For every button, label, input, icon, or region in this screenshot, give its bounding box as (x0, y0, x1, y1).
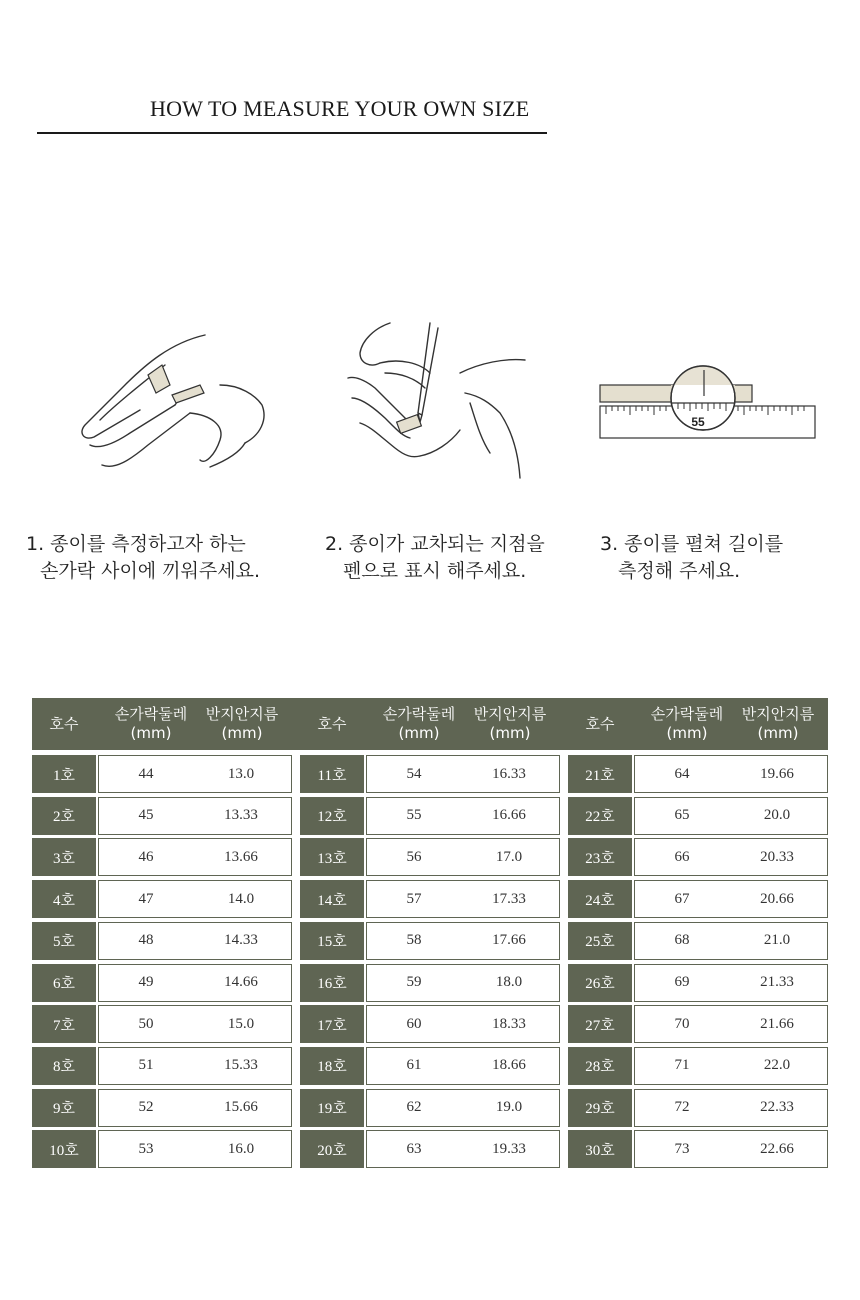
circumference-cell: 48 (138, 932, 154, 949)
circumference-cell: 47 (138, 890, 154, 907)
header-label: 손가락둘레 (114, 705, 188, 723)
circumference-cell: 58 (406, 932, 422, 949)
size-values-box (634, 1047, 828, 1085)
header-size (32, 698, 96, 750)
circumference-cell: 52 (138, 1099, 154, 1116)
table-row (568, 964, 828, 1002)
circumference-cell: 46 (138, 848, 154, 865)
header-label: 손가락둘레 (382, 705, 456, 723)
size-values-box (634, 1130, 828, 1168)
size-number-cell: 30호 (568, 1130, 632, 1168)
diameter-cell: 21.66 (760, 1015, 794, 1032)
header-circumference (102, 698, 200, 750)
circumference-cell: 64 (674, 765, 690, 782)
diameter-cell: 17.0 (495, 848, 523, 865)
table-row (568, 1047, 828, 1085)
table-row (568, 797, 828, 835)
size-number-cell: 29호 (568, 1089, 632, 1127)
size-number-cell: 16호 (300, 964, 364, 1002)
diameter-cell: 18.0 (495, 974, 523, 990)
circumference-cell: 70 (674, 1015, 690, 1032)
size-number-cell: 1호 (32, 755, 96, 793)
table-row (32, 964, 292, 1002)
size-values-box (98, 880, 292, 918)
table-row (32, 1005, 292, 1043)
table-row (300, 1089, 560, 1127)
diameter-cell: 19.66 (760, 765, 794, 782)
table-row (32, 922, 292, 960)
title-underline (37, 132, 547, 134)
size-number-cell: 24호 (568, 880, 632, 918)
table-row (32, 797, 292, 835)
circumference-cell: 45 (138, 807, 154, 824)
circumference-cell: 54 (406, 765, 422, 782)
size-values-box (98, 1130, 292, 1168)
size-number-cell: 22호 (568, 797, 632, 835)
step-3-line1: 3. 종이를 펼쳐 길이를 (600, 533, 784, 555)
table-row (32, 1089, 292, 1127)
diameter-cell: 19.0 (495, 1099, 523, 1116)
circumference-cell: 59 (406, 974, 422, 990)
size-values-box (98, 922, 292, 960)
size-number-cell: 11호 (300, 755, 364, 793)
size-number-cell: 15호 (300, 922, 364, 960)
circumference-cell: 49 (138, 974, 154, 990)
table-row (32, 755, 292, 793)
size-number-cell: 9호 (32, 1089, 96, 1127)
table-row (568, 1005, 828, 1043)
circumference-cell: 68 (674, 932, 690, 949)
circumference-cell: 44 (138, 765, 154, 782)
size-values-box (98, 1005, 292, 1043)
diameter-cell: 15.66 (224, 1099, 258, 1116)
table-row (32, 1130, 292, 1168)
size-values-box (634, 964, 828, 1002)
size-values-box (98, 797, 292, 835)
diameter-cell: 20.66 (760, 890, 794, 907)
size-values-box (634, 838, 828, 876)
size-number-cell: 19호 (300, 1089, 364, 1127)
header-label: (mm) (398, 724, 440, 742)
header-label: (mm) (489, 724, 531, 742)
diameter-cell: 21.33 (760, 974, 794, 990)
size-values-box (366, 1130, 560, 1168)
diameter-cell: 21.0 (763, 932, 791, 949)
size-values-box (366, 838, 560, 876)
table-row (300, 838, 560, 876)
step-1-caption (26, 531, 260, 585)
circumference-cell: 71 (674, 1057, 690, 1074)
size-number-cell: 18호 (300, 1047, 364, 1085)
table-row (300, 964, 560, 1002)
ruler-measure-illustration (598, 360, 818, 442)
header-label: 반지안지름 (741, 705, 815, 723)
size-values-box (366, 755, 560, 793)
diameter-cell: 22.0 (763, 1057, 791, 1074)
circumference-cell: 51 (138, 1057, 154, 1074)
size-values-box (366, 1089, 560, 1127)
header-diameter (730, 698, 826, 750)
circumference-cell: 55 (406, 807, 422, 824)
step-2-line2: 펜으로 표시 해주세요. (343, 560, 527, 582)
diameter-cell: 19.33 (492, 1140, 526, 1157)
table-row (568, 838, 828, 876)
table-row (568, 1089, 828, 1127)
header-label: 호수 (585, 714, 615, 733)
size-values-box (366, 1005, 560, 1043)
circumference-cell: 66 (674, 848, 690, 865)
table-row (568, 922, 828, 960)
header-circumference (638, 698, 736, 750)
diameter-cell: 13.33 (224, 807, 258, 824)
diameter-cell: 18.66 (492, 1057, 526, 1074)
size-number-cell: 14호 (300, 880, 364, 918)
table-row (568, 880, 828, 918)
size-values-box (634, 880, 828, 918)
header-diameter (194, 698, 290, 750)
diameter-cell: 20.0 (763, 807, 791, 824)
header-label: 반지안지름 (205, 705, 279, 723)
size-values-box (366, 1047, 560, 1085)
hand-paper-illustration (70, 325, 280, 475)
size-number-cell: 17호 (300, 1005, 364, 1043)
size-number-cell: 21호 (568, 755, 632, 793)
step-1-line2: 손가락 사이에 끼워주세요. (40, 560, 261, 582)
table-row (300, 755, 560, 793)
diameter-cell: 13.66 (224, 848, 258, 865)
diameter-cell: 20.33 (760, 848, 794, 865)
circumference-cell: 65 (674, 807, 690, 824)
step-1-line1: 1. 종이를 측정하고자 하는 (26, 533, 246, 555)
diameter-cell: 16.0 (227, 1140, 255, 1157)
diameter-cell: 14.0 (227, 890, 255, 907)
size-values-box (98, 1089, 292, 1127)
circumference-cell: 60 (406, 1015, 422, 1032)
size-number-cell: 26호 (568, 964, 632, 1002)
size-values-box (634, 797, 828, 835)
size-number-cell: 10호 (32, 1130, 96, 1168)
header-label: 호수 (317, 714, 347, 733)
size-values-box (98, 838, 292, 876)
size-values-box (366, 964, 560, 1002)
table-row (300, 1047, 560, 1085)
header-diameter (462, 698, 558, 750)
diameter-cell: 17.33 (492, 890, 526, 907)
header-label: (mm) (221, 724, 263, 742)
table-row (568, 1130, 828, 1168)
table-row (300, 922, 560, 960)
diameter-cell: 18.33 (492, 1015, 526, 1032)
step-3-caption (600, 531, 783, 585)
size-number-cell: 5호 (32, 922, 96, 960)
size-values-box (366, 922, 560, 960)
size-values-box (634, 755, 828, 793)
table-row (300, 1130, 560, 1168)
circumference-cell: 61 (406, 1057, 422, 1074)
page-title: HOW TO MEASURE YOUR OWN SIZE (150, 96, 530, 121)
diameter-cell: 15.33 (224, 1057, 258, 1074)
circumference-cell: 72 (674, 1099, 690, 1116)
size-number-cell: 28호 (568, 1047, 632, 1085)
size-number-cell: 12호 (300, 797, 364, 835)
circumference-cell: 63 (406, 1140, 422, 1157)
table-row (300, 797, 560, 835)
circumference-cell: 57 (406, 890, 422, 907)
step-3-line2: 측정해 주세요. (618, 560, 741, 582)
step-2-line1: 2. 종이가 교차되는 지점을 (325, 533, 545, 555)
size-number-cell: 6호 (32, 964, 96, 1002)
header-circumference (370, 698, 468, 750)
size-number-cell: 8호 (32, 1047, 96, 1085)
circumference-cell: 50 (138, 1015, 154, 1032)
diameter-cell: 16.33 (492, 765, 526, 782)
size-number-cell: 20호 (300, 1130, 364, 1168)
table-row (300, 880, 560, 918)
size-values-box (634, 1005, 828, 1043)
size-values-box (98, 1047, 292, 1085)
diameter-cell: 13.0 (227, 765, 255, 782)
table-row (568, 755, 828, 793)
size-values-box (634, 1089, 828, 1127)
diameter-cell: 17.66 (492, 932, 526, 949)
table-row (32, 1047, 292, 1085)
size-number-cell: 3호 (32, 838, 96, 876)
header-label: (mm) (757, 724, 799, 742)
diameter-cell: 14.66 (224, 974, 258, 990)
size-values-box (366, 797, 560, 835)
pen-marking-illustration (340, 318, 540, 488)
diameter-cell: 22.33 (760, 1099, 794, 1116)
size-number-cell: 4호 (32, 880, 96, 918)
size-number-cell: 7호 (32, 1005, 96, 1043)
size-values-box (634, 922, 828, 960)
header-label: 호수 (49, 714, 79, 733)
header-label: (mm) (666, 724, 708, 742)
ruler-reading-label: 55 (691, 415, 705, 429)
header-size (300, 698, 364, 750)
table-row (32, 838, 292, 876)
diameter-cell: 16.66 (492, 807, 526, 824)
header-label: 반지안지름 (473, 705, 547, 723)
circumference-cell: 69 (674, 974, 690, 990)
size-number-cell: 2호 (32, 797, 96, 835)
size-values-box (366, 880, 560, 918)
size-number-cell: 13호 (300, 838, 364, 876)
circumference-cell: 73 (674, 1140, 690, 1157)
header-label: 손가락둘레 (650, 705, 724, 723)
diameter-cell: 15.0 (227, 1015, 255, 1032)
step-2-caption (325, 531, 545, 585)
table-row (300, 1005, 560, 1043)
table-row (32, 880, 292, 918)
size-values-box (98, 755, 292, 793)
diameter-cell: 22.66 (760, 1140, 794, 1157)
header-label: (mm) (130, 724, 172, 742)
size-number-cell: 27호 (568, 1005, 632, 1043)
diameter-cell: 14.33 (224, 932, 258, 949)
size-values-box (98, 964, 292, 1002)
circumference-cell: 56 (406, 848, 422, 865)
circumference-cell: 53 (138, 1140, 154, 1157)
size-number-cell: 23호 (568, 838, 632, 876)
size-number-cell: 25호 (568, 922, 632, 960)
circumference-cell: 67 (674, 890, 690, 907)
header-size (568, 698, 632, 750)
circumference-cell: 62 (406, 1099, 422, 1116)
